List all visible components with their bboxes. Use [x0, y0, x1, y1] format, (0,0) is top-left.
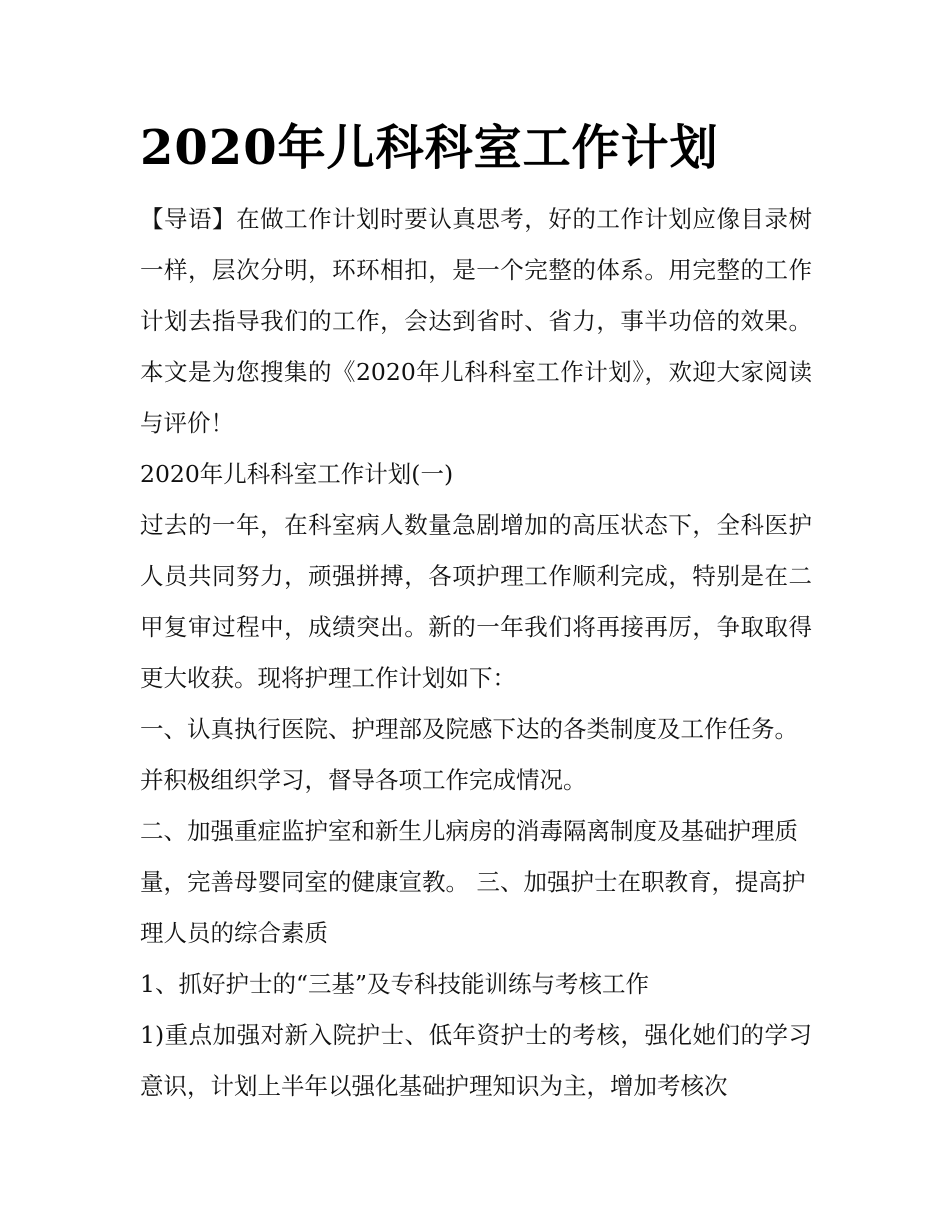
document-body — [140, 194, 812, 1112]
sub-item-1: 1、抓好护士的“三基”及专科技能训练与考核工作 — [140, 970, 649, 998]
sub-item-1-detail: 1)重点加强对新入院护士、低年资护士的考核，强化她们的学习意识，计划上半年以强化基础护理知识为主，增加考核次 — [140, 1021, 812, 1100]
plan-item-2: 二、加强重症监护室和新生儿病房的消毒隔离制度及基础护理质量，完善母婴同室的健康宣教。 三、加强护士在职教育，提高护理人员的综合素质 — [140, 817, 806, 947]
plan-item-1: 一、认真执行医院、护理部及院感下达的各类制度及工作任务。并积极组织学习，督导各项工作完成情况。 — [140, 715, 798, 794]
intro-paragraph: 【导语】在做工作计划时要认真思考，好的工作计划应像目录树一样，层次分明，环环相扣，是一个完整的体系。用完整的工作计划去指导我们的工作，会达到省时、省力，事半功倍的效果。本文是为您搜集的《2020年儿科科室工作计划》，欢迎大家阅读与评价！ — [140, 205, 812, 437]
section-heading: 2020年儿科科室工作计划(一) — [140, 460, 454, 488]
summary-paragraph: 过去的一年，在科室病人数量急剧增加的高压状态下，全科医护人员共同努力，顽强拼搏，各项护理工作顺利完成，特别是在二甲复审过程中，成绩突出。新的一年我们将再接再厉，争取取得更大收获。现将护理工作计划如下： — [140, 511, 812, 692]
document-title: 2020年儿科科室工作计划 — [140, 120, 719, 176]
